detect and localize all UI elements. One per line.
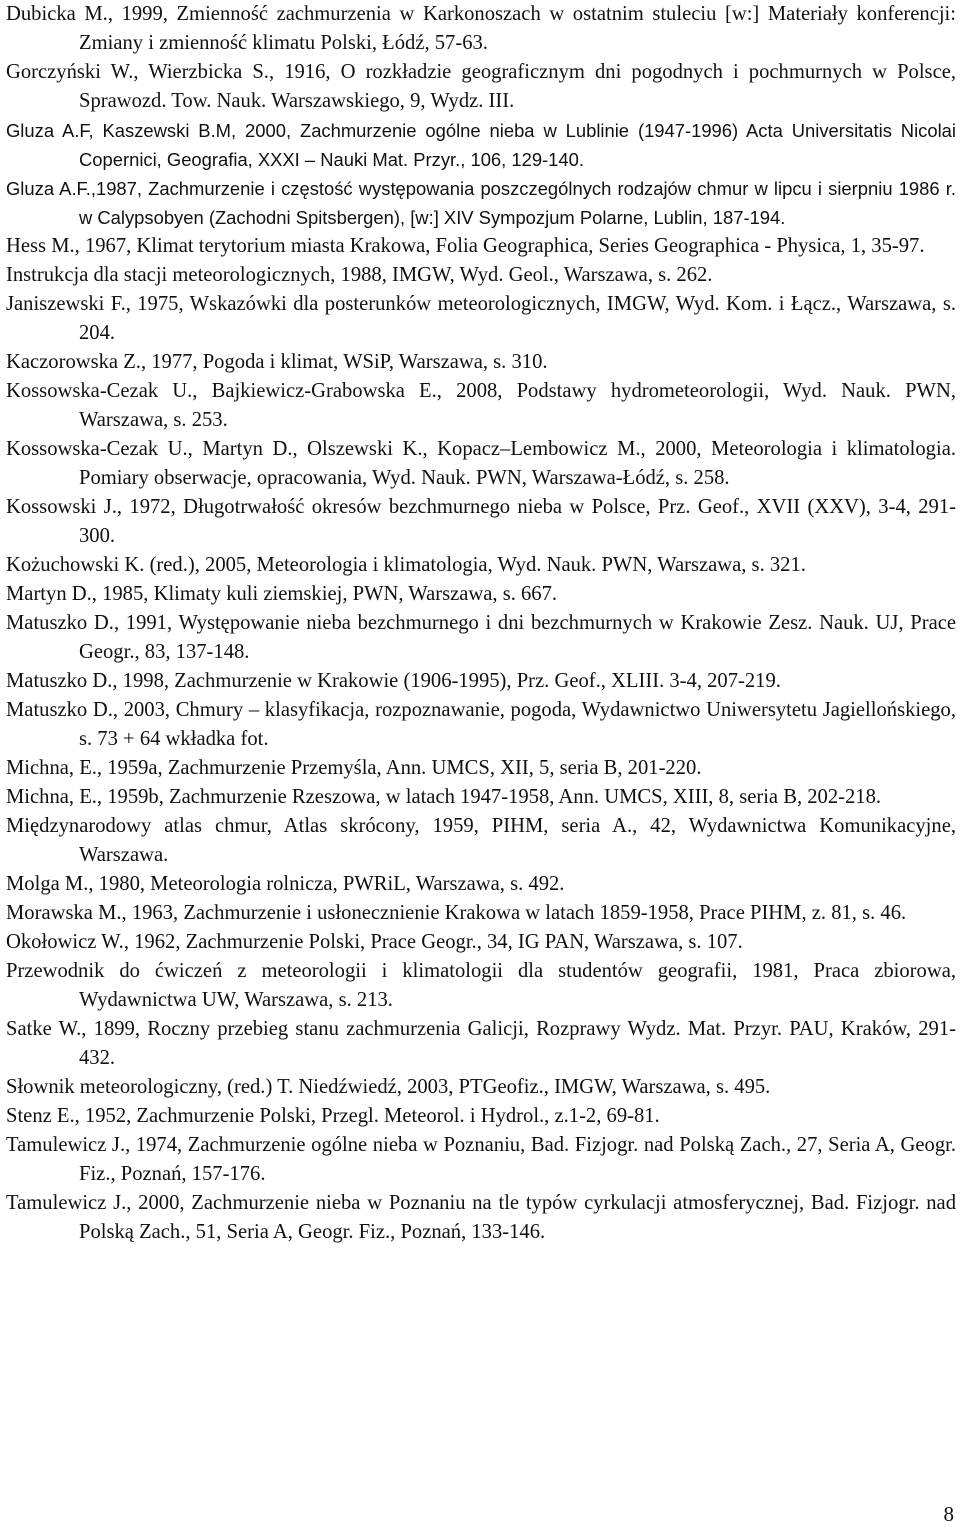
- reference-item: Matuszko D., 2003, Chmury – klasyfikacja, rozpoznawanie, pogoda, Wydawnictwo Uniwersytetu Jagiellońskiego, s. 73 + 64 wkładka fot.: [6, 699, 956, 750]
- reference-item: Okołowicz W., 1962, Zachmurzenie Polski, Prace Geogr., 34, IG PAN, Warszawa, s. 107.: [6, 931, 743, 953]
- reference-item: Tamulewicz J., 2000, Zachmurzenie nieba w Poznaniu na tle typów cyrkulacji atmosferycznej, Bad. Fizjogr. nad Polską Zach., 51, Seria A, Geogr. Fiz., Poznań, 133-146.: [6, 1192, 956, 1243]
- reference-item: Kossowska-Cezak U., Martyn D., Olszewski K., Kopacz–Lembowicz M., 2000, Meteorologia i klimatologia. Pomiary obserwacje, opracowania, Wyd. Nauk. PWN, Warszawa-Łódź, s. 258.: [6, 438, 956, 489]
- reference-item: Matuszko D., 1998, Zachmurzenie w Krakowie (1906-1995), Prz. Geof., XLIII. 3-4, 207-219.: [6, 670, 781, 692]
- reference-item: Kożuchowski K. (red.), 2005, Meteorologia i klimatologia, Wyd. Nauk. PWN, Warszawa, s. 321.: [6, 554, 806, 576]
- reference-item: Gluza A.F.,1987, Zachmurzenie i częstość występowania poszczególnych rodzajów chmur w lipcu i sierpniu 1986 r. w Calypsobyen (Zachodni Spitsbergen), [w:] XIV Sympozjum Polarne, Lublin, 187-194.: [6, 178, 956, 228]
- reference-item: Molga M., 1980, Meteorologia rolnicza, PWRiL, Warszawa, s. 492.: [6, 873, 565, 895]
- reference-item: Gluza A.F, Kaszewski B.M, 2000, Zachmurzenie ogólne nieba w Lublinie (1947-1996) Acta Universitatis Nicolai Copernici, Geografia, XXXI – Nauki Mat. Przyr., 106, 129-140.: [6, 120, 956, 170]
- reference-item: Dubicka M., 1999, Zmienność zachmurzenia w Karkonoszach w ostatnim stuleciu [w:] Materiały konferencji: Zmiany i zmienność klimatu Polski, Łódź, 57-63.: [6, 3, 956, 54]
- reference-item: Gorczyński W., Wierzbicka S., 1916, O rozkładzie geograficznym dni pogodnych i pochmurnych w Polsce, Sprawozd. Tow. Nauk. Warszawskiego, 9, Wydz. III.: [6, 61, 956, 112]
- reference-item: Martyn D., 1985, Klimaty kuli ziemskiej, PWN, Warszawa, s. 667.: [6, 583, 558, 605]
- reference-list: [6, 0, 956, 1247]
- reference-item: Tamulewicz J., 1974, Zachmurzenie ogólne nieba w Poznaniu, Bad. Fizjogr. nad Polską Zach., 27, Seria A, Geogr. Fiz., Poznań, 157-176.: [6, 1134, 956, 1185]
- reference-item: Instrukcja dla stacji meteorologicznych, 1988, IMGW, Wyd. Geol., Warszawa, s. 262.: [6, 264, 713, 286]
- reference-item: Morawska M., 1963, Zachmurzenie i usłonecznienie Krakowa w latach 1859-1958, Prace PIHM, z. 81, s. 46.: [6, 902, 907, 924]
- reference-item: Kaczorowska Z., 1977, Pogoda i klimat, WSiP, Warszawa, s. 310.: [6, 351, 548, 373]
- reference-item: Stenz E., 1952, Zachmurzenie Polski, Przegl. Meteorol. i Hydrol., z.1-2, 69-81.: [6, 1105, 660, 1127]
- reference-item: Hess M., 1967, Klimat terytorium miasta Krakowa, Folia Geographica, Series Geographica - Physica, 1, 35-97.: [6, 235, 925, 257]
- reference-item: Janiszewski F., 1975, Wskazówki dla posterunków meteorologicznych, IMGW, Wyd. Kom. i Łącz., Warszawa, s. 204.: [6, 293, 956, 344]
- reference-item: Słownik meteorologiczny, (red.) T. Niedźwiedź, 2003, PTGeofiz., IMGW, Warszawa, s. 495.: [6, 1076, 771, 1098]
- reference-item: Kossowska-Cezak U., Bajkiewicz-Grabowska E., 2008, Podstawy hydrometeorologii, Wyd. Nauk. PWN, Warszawa, s. 253.: [6, 380, 956, 431]
- reference-item: Międzynarodowy atlas chmur, Atlas skrócony, 1959, PIHM, seria A., 42, Wydawnictwa Komunikacyjne, Warszawa.: [6, 815, 956, 866]
- reference-item: Michna, E., 1959b, Zachmurzenie Rzeszowa, w latach 1947-1958, Ann. UMCS, XIII, 8, seria B, 202-218.: [6, 786, 882, 808]
- reference-item: Matuszko D., 1991, Występowanie nieba bezchmurnego i dni bezchmurnych w Krakowie Zesz. Nauk. UJ, Prace Geogr., 83, 137-148.: [6, 612, 956, 663]
- reference-item: Przewodnik do ćwiczeń z meteorologii i klimatologii dla studentów geografii, 1981, Praca zbiorowa, Wydawnictwa UW, Warszawa, s. 213.: [6, 960, 956, 1011]
- reference-item: Satke W., 1899, Roczny przebieg stanu zachmurzenia Galicji, Rozprawy Wydz. Mat. Przyr. PAU, Kraków, 291-432.: [6, 1018, 956, 1069]
- reference-item: Michna, E., 1959a, Zachmurzenie Przemyśla, Ann. UMCS, XII, 5, seria B, 201-220.: [6, 757, 702, 779]
- reference-item: Kossowski J., 1972, Długotrwałość okresów bezchmurnego nieba w Polsce, Prz. Geof., XVII (XXV), 3-4, 291-300.: [6, 496, 956, 547]
- page-number: 8: [943, 1502, 954, 1526]
